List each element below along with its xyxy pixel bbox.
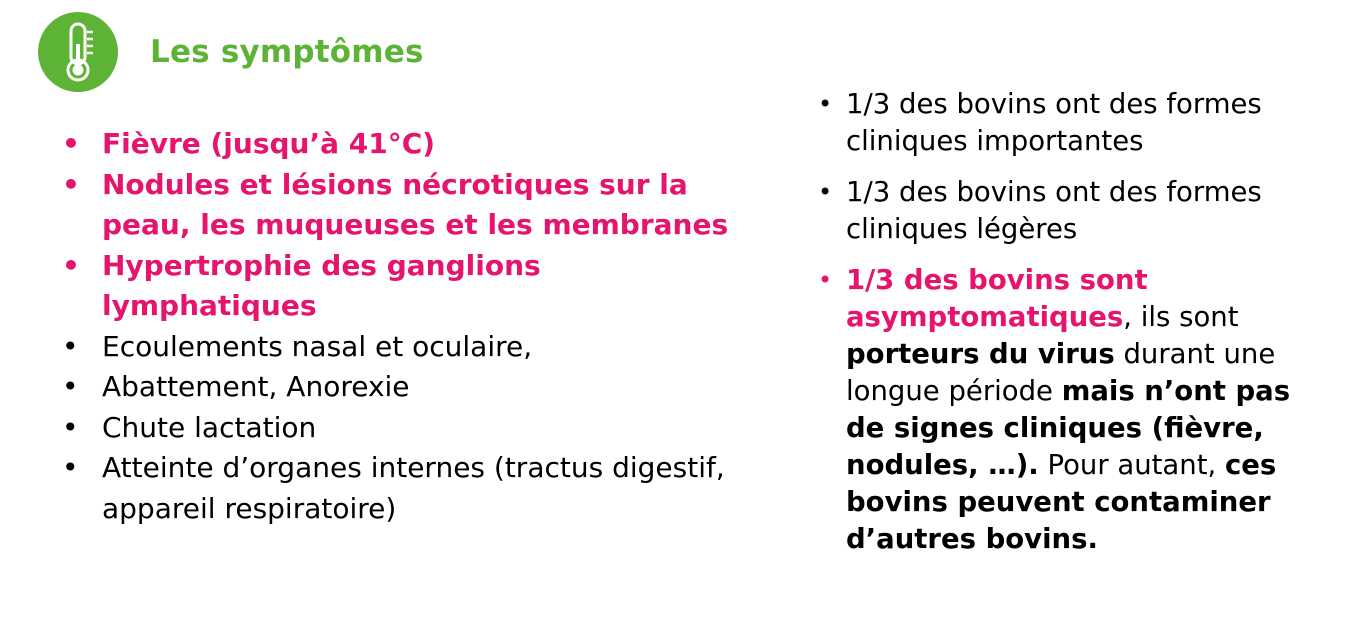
contamination-highlight: ces bovins peuvent contaminer d’autres bovins. — [846, 449, 1277, 555]
text-segment: Pour autant, — [1038, 449, 1225, 481]
list-item: • Nodules et lésions nécrotiques sur la peau, les muqueuses et les membranes — [62, 165, 762, 246]
list-item-asymptomatic — [818, 262, 1338, 558]
page-title: Les symptômes — [150, 34, 424, 70]
list-item: • Atteinte d’organes internes (tractus digestif, appareil respiratoire) — [62, 448, 762, 529]
text-segment: durant une longue période — [846, 338, 1276, 407]
symptoms-list — [62, 124, 762, 529]
carrier-highlight: porteurs du virus — [846, 338, 1115, 370]
list-item: • Chute lactation — [62, 408, 762, 449]
list-item: • Hypertrophie des ganglions lymphatiques — [62, 246, 762, 327]
list-item: • Ecoulements nasal et oculaire, — [62, 327, 762, 368]
slide-header — [38, 12, 424, 92]
list-item: • 1/3 des bovins ont des formes cliniques légères — [818, 174, 1338, 248]
no-signs-highlight: mais n’ont pas de signes cliniques (fièvre, nodules, …). — [846, 375, 1291, 481]
list-item: • Abattement, Anorexie — [62, 367, 762, 408]
thermometer-icon — [38, 12, 118, 92]
bovine-forms-list — [818, 86, 1338, 572]
asymptomatic-highlight: 1/3 des bovins sont asymptomatiques — [846, 264, 1148, 333]
text-segment: , ils sont — [1123, 301, 1239, 333]
list-item: • 1/3 des bovins ont des formes cliniques importantes — [818, 86, 1338, 160]
list-item: • Fièvre (jusqu’à 41°C) — [62, 124, 762, 165]
